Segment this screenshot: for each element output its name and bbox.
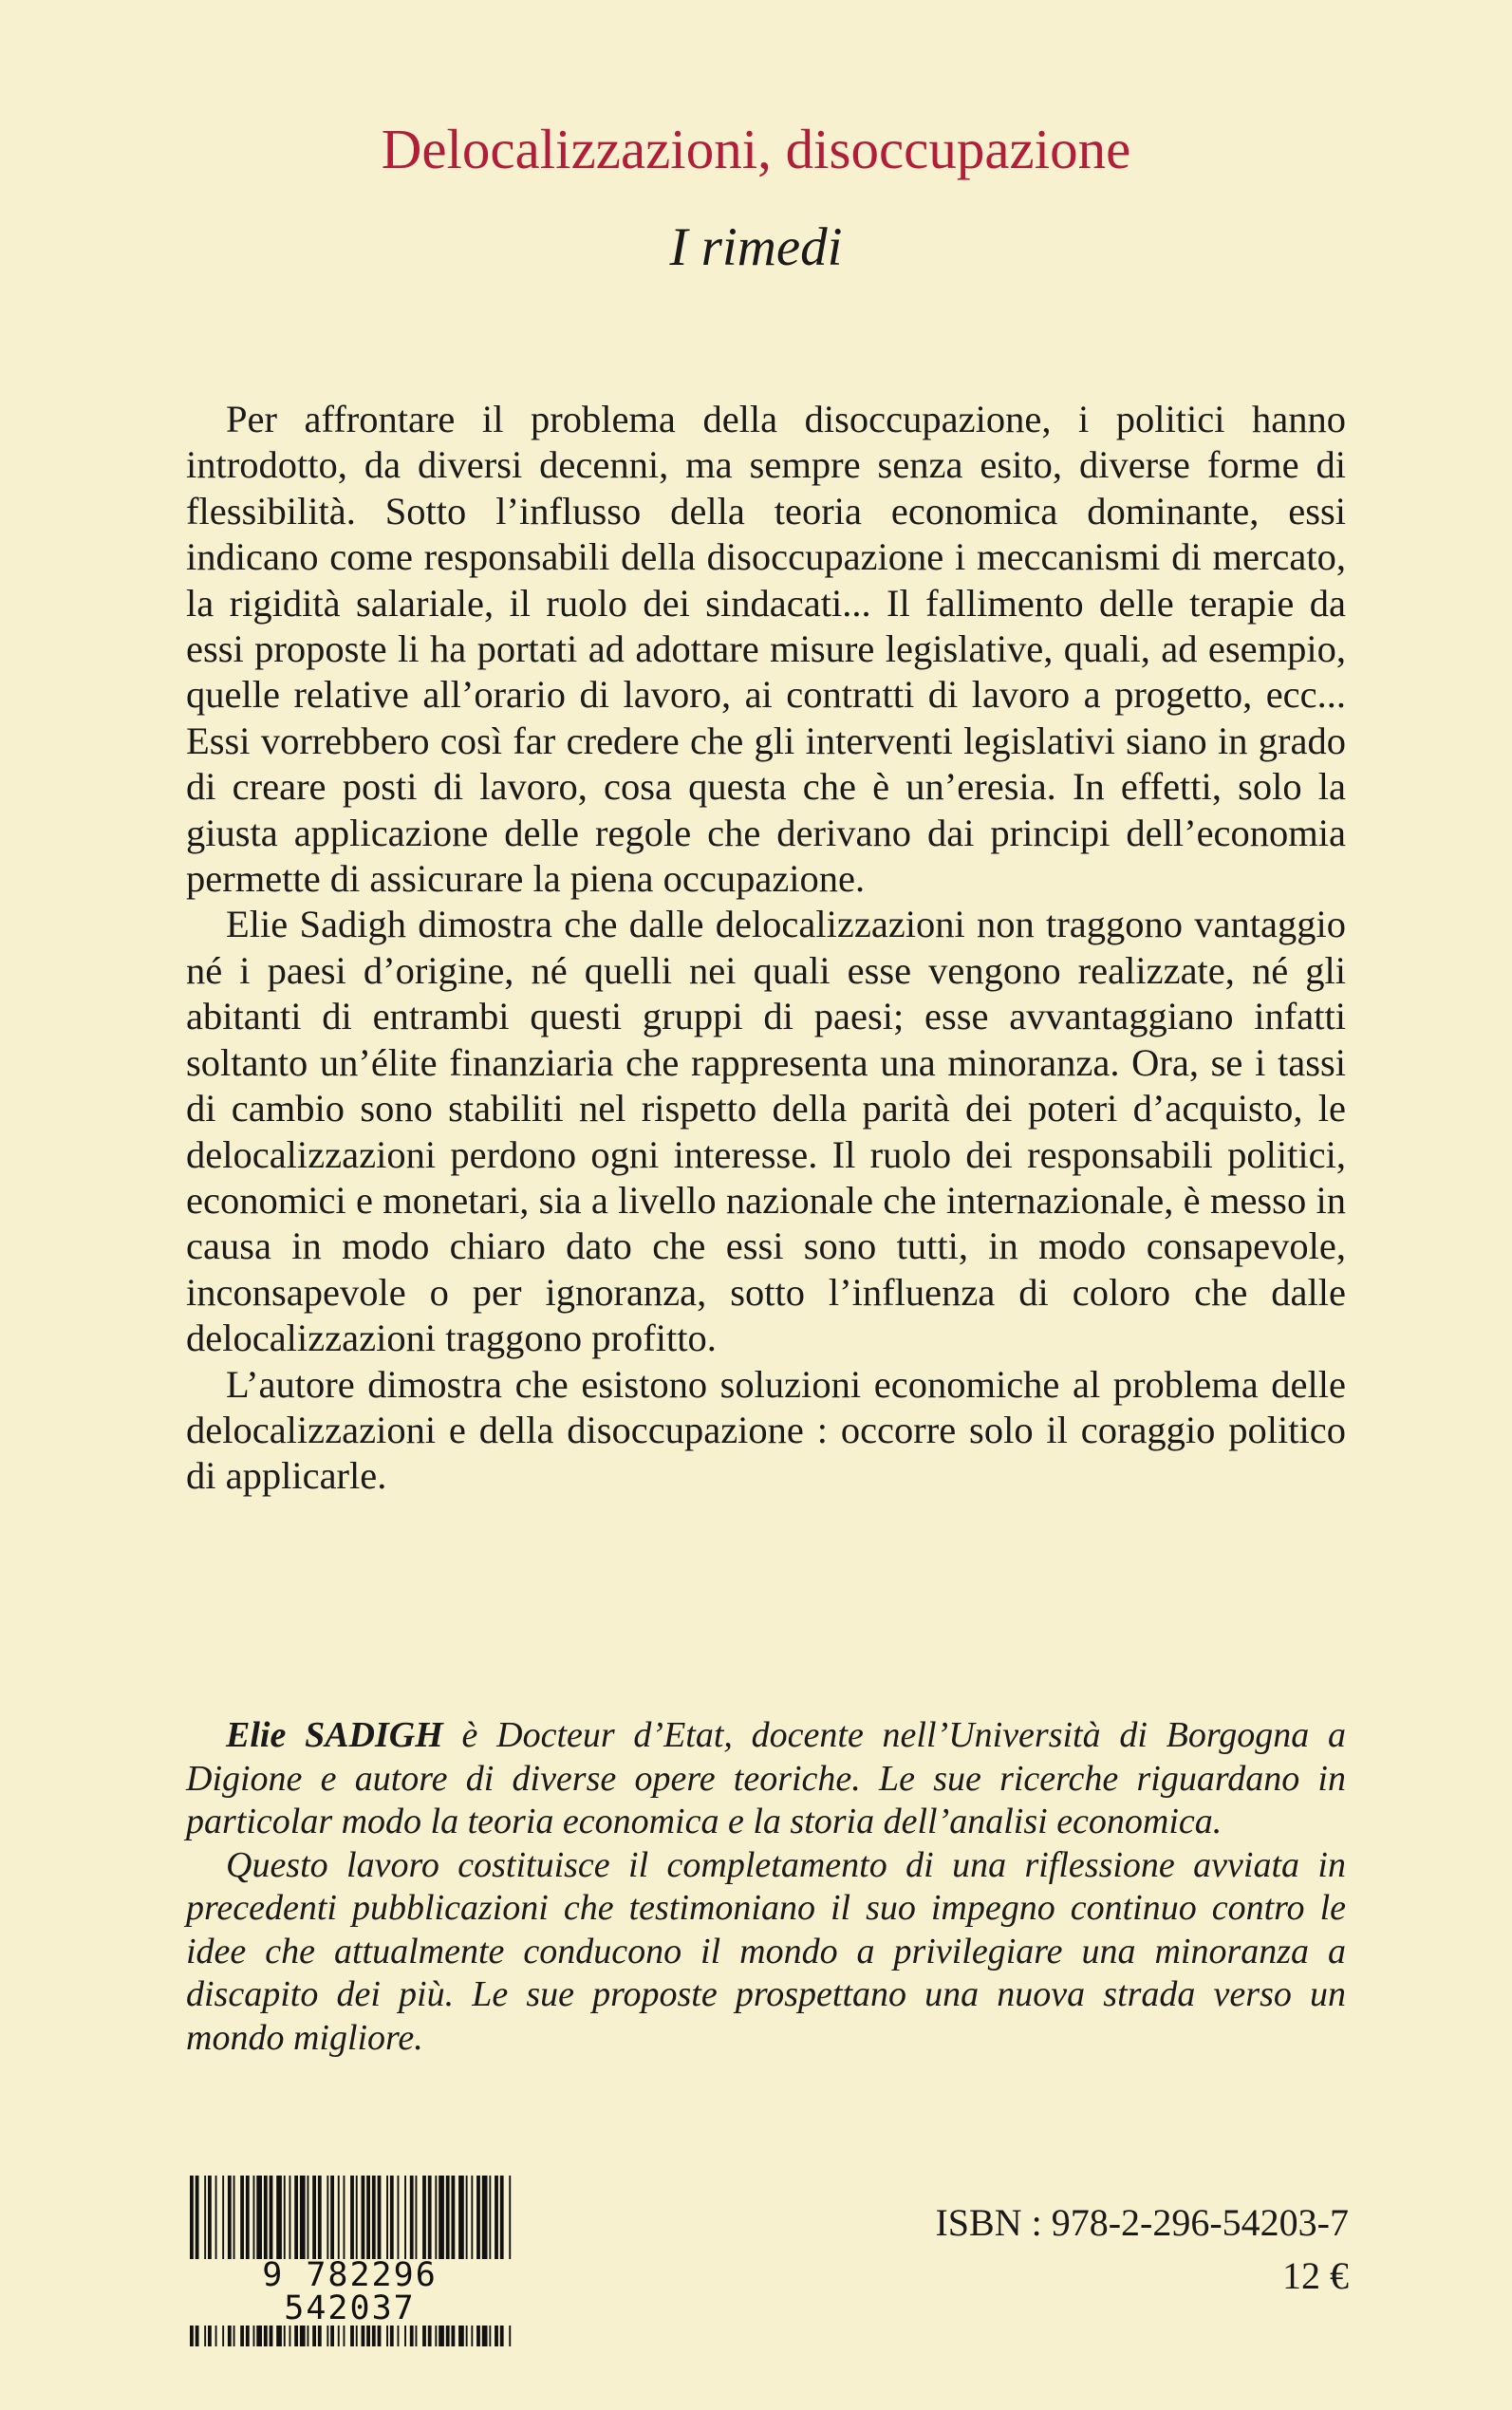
blurb-paragraph-1: Per affrontare il problema della disoccupazione, i politici hanno introdotto, da diversi decenni, ma sempre senza esito, diverse forme di flessibilità. Sotto l’influsso della teoria economica dominante, essi indicano come responsabili della disoccupazione i meccanismi di mercato, la rigidità salariale, il ruolo dei sindacati... Il fallimento delle terapie da essi proposte li ha portati ad adottare misure legislative, quali, ad esempio, quelle relative all’orario di lavoro, ai contratti di lavoro a progetto, ecc... Essi vorrebbero così far credere che gli interventi legislativi siano in grado di creare posti di lavoro, cosa questa che è un’eresia. In effetti, solo la giusta applicazione delle regole che derivano dai principi dell’economia permette di assicurare la piena occupazione. [186, 398, 1346, 901]
author-bio-rest: è Docteur d’Etat, docente nell’Università di Borgogna a Digione e autore di diverse opere teoriche. Le sue ricerche riguardano in particolar modo la teoria economica e la storia dell’analisi economica. [186, 1715, 1347, 1841]
back-cover-blurb [186, 397, 1346, 1500]
book-subtitle: I rimedi [669, 217, 843, 277]
blurb-paragraph-2: Elie Sadigh dimostra che dalle delocalizzazioni non traggono vantaggio né i paesi d’origine, né quelli nei quali esse vengono realizzate, né gli abitanti di entrambi questi gruppi di paesi; esse avvantaggiano infatti soltanto un’élite finanziaria che rappresenta una minoranza. Ora, se i tassi di cambio sono stabiliti nel rispetto della parità dei poteri d’acquisto, le delocalizzazioni perdono ogni interesse. Il ruolo dei responsabili politici, economici e monetari, sia a livello nazionale che internazionale, è messo in causa in modo chiaro dato che essi sono tutti, in modo consapevole, inconsapevole o per ignoranza, sotto l’influenza di coloro che dalle delocalizzazioni traggono profitto. [186, 903, 1346, 1360]
blurb-paragraph-3: L’autore dimostra che esistono soluzioni economiche al problema delle delocalizzazioni e della disoccupazione : occorre solo il coraggio politico di applicarle. [186, 1362, 1346, 1498]
author-bio [186, 1714, 1346, 2060]
barcode-digits: 9 782296 542037 [186, 2259, 513, 2326]
book-title: Delocalizzazioni, disoccupazione [381, 118, 1131, 180]
price-label: 12 € [1282, 2254, 1349, 2297]
isbn-label: ISBN : 978-2-296-54203-7 [935, 2201, 1349, 2244]
author-bio-paragraph-1 [186, 1714, 1346, 1844]
author-name: Elie SADIGH [226, 1715, 443, 1755]
author-bio-paragraph-2: Questo lavoro costituisce il completamento di una riflessione avviata in precedenti pubblicazioni che testimoniano il suo impegno continuo contro le idee che attualmente conducono il mondo a privilegiare una minoranza a discapito dei più. Le sue proposte prospettano una nuova strada verso un mondo migliore. [186, 1844, 1346, 2058]
